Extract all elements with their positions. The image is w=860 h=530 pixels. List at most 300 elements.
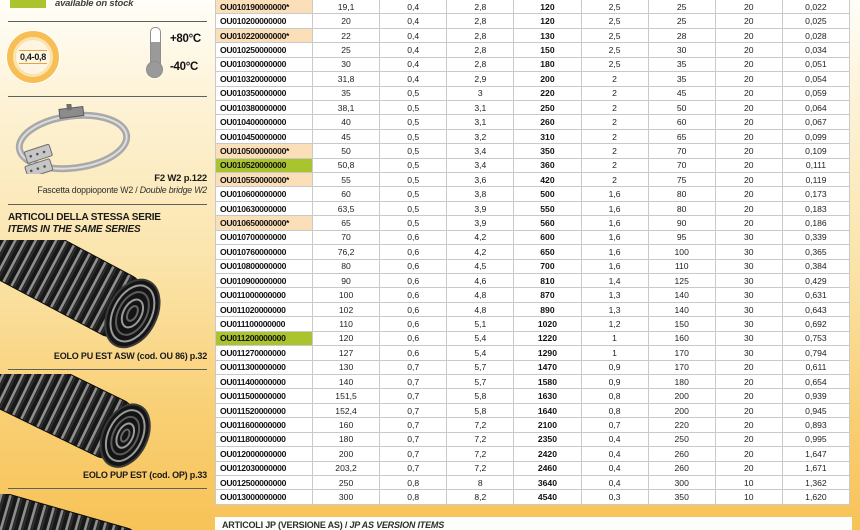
table-row [216,43,850,57]
product-code-cell: OU010500000000* [216,144,313,158]
value-cell: 0,173 [783,187,850,201]
value-cell: 80 [649,202,716,216]
value-cell: 300 [313,490,380,504]
value-cell: 10 [716,490,783,504]
value-cell: 90 [313,274,380,288]
product-code-cell: OU010900000000 [216,274,313,288]
value-cell: 0,7 [380,361,447,375]
value-cell: 180 [313,433,380,447]
value-cell: 50 [313,144,380,158]
table-row [216,476,850,490]
value-cell: 50 [649,101,716,115]
product-code-cell: OU011600000000 [216,418,313,432]
value-cell: 25 [313,43,380,57]
value-cell: 100 [313,288,380,302]
product-code-cell: OU010600000000 [216,187,313,201]
sidebar [0,0,215,530]
value-cell: 30 [716,332,783,346]
value-cell: 8 [447,476,514,490]
value-cell: 1,620 [783,490,850,504]
value-cell: 20 [716,433,783,447]
jp-section-title [222,520,444,530]
value-cell: 0,099 [783,130,850,144]
value-cell: 0,4 [380,43,447,57]
value-cell: 20 [716,29,783,43]
table-row [216,0,850,14]
table-row [216,101,850,115]
value-cell: 20 [716,0,783,14]
value-cell: 130 [514,29,581,43]
value-cell: 300 [649,476,716,490]
value-cell: 200 [649,404,716,418]
value-cell: 20 [716,418,783,432]
series-item-label: EOLO PUP EST (cod. OP) p.33 [83,470,207,480]
value-cell: 0,5 [380,173,447,187]
value-cell: 0,4 [582,433,649,447]
value-cell: 7,2 [447,433,514,447]
value-cell: 2 [582,144,649,158]
value-cell: 170 [649,361,716,375]
value-cell: 7,2 [447,418,514,432]
product-code-cell: OU011800000000 [216,433,313,447]
value-cell: 55 [313,173,380,187]
value-cell: 2,5 [582,0,649,14]
value-cell: 35 [649,72,716,86]
value-cell: 650 [514,245,581,259]
value-cell: 4,2 [447,245,514,259]
hose-image-eolo-pu-est-asw [0,240,209,352]
value-cell: 2 [582,115,649,129]
table-row [216,159,850,173]
product-code-cell: OU011520000000 [216,404,313,418]
value-cell: 30 [716,303,783,317]
value-cell: 20 [716,130,783,144]
value-cell: 180 [649,375,716,389]
value-cell: 2,5 [582,58,649,72]
table-row [216,447,850,461]
value-cell: 8,2 [447,490,514,504]
value-cell: 500 [514,187,581,201]
value-cell: 2100 [514,418,581,432]
value-cell: 0,111 [783,159,850,173]
value-cell: 45 [649,87,716,101]
divider [8,369,207,370]
value-cell: 0,109 [783,144,850,158]
value-cell: 10 [716,476,783,490]
product-code-cell: OU010550000000* [216,173,313,187]
value-cell: 1 [582,332,649,346]
value-cell: 0,8 [582,404,649,418]
value-cell: 0,365 [783,245,850,259]
temperature-min: -40°C [170,61,199,73]
value-cell: 140 [313,375,380,389]
product-code-cell: OU010450000000 [216,130,313,144]
value-cell: 45 [313,130,380,144]
table-row [216,375,850,389]
value-cell: 4540 [514,490,581,504]
value-cell: 1640 [514,404,581,418]
value-cell: 200 [514,72,581,86]
table-row [216,361,850,375]
table-row [216,490,850,504]
value-cell: 20 [716,389,783,403]
value-cell: 0,945 [783,404,850,418]
product-code-cell: OU011000000000 [216,288,313,302]
value-cell: 0,8 [380,476,447,490]
value-cell: 95 [649,231,716,245]
divider [8,488,207,489]
divider [8,96,207,97]
value-cell: 0,7 [582,418,649,432]
value-cell: 2 [582,130,649,144]
value-cell: 170 [649,346,716,360]
value-cell: 0,7 [380,433,447,447]
divider [8,204,207,205]
value-cell: 30 [716,317,783,331]
table-row [216,130,850,144]
value-cell: 2,5 [582,43,649,57]
value-cell: 120 [313,332,380,346]
pressure-badge-icon [7,31,59,83]
value-cell: 2 [582,101,649,115]
value-cell: 0,6 [380,332,447,346]
table-row [216,115,850,129]
value-cell: 102 [313,303,380,317]
series-item-label: EOLO PU EST ASW (cod. OU 86) p.32 [53,351,207,361]
value-cell: 4,8 [447,303,514,317]
value-cell: 870 [514,288,581,302]
hose-image-partial [0,494,209,530]
pressure-badge-value: 0,4-0,8 [20,52,46,62]
table-row [216,462,850,476]
table-row [216,173,850,187]
series-title-italian: ARTICOLI DELLA STESSA SERIE [8,212,161,223]
value-cell: 30 [716,260,783,274]
value-cell: 0,631 [783,288,850,302]
product-code-cell: OU012000000000 [216,447,313,461]
thermometer-bulb [146,61,163,78]
value-cell: 0,794 [783,346,850,360]
product-code-cell: OU010320000000 [216,72,313,86]
value-cell: 3,6 [447,173,514,187]
value-cell: 0,054 [783,72,850,86]
table-row [216,29,850,43]
value-cell: 150 [649,317,716,331]
value-cell: 0,753 [783,332,850,346]
value-cell: 4,8 [447,288,514,302]
value-cell: 20 [716,14,783,28]
value-cell: 260 [649,462,716,476]
value-cell: 0,939 [783,389,850,403]
value-cell: 30 [716,231,783,245]
value-cell: 1,4 [582,274,649,288]
value-cell: 420 [514,173,581,187]
value-cell: 1,6 [582,260,649,274]
value-cell: 0,034 [783,43,850,57]
value-cell: 20 [716,361,783,375]
value-cell: 20 [716,43,783,57]
value-cell: 0,4 [380,0,447,14]
value-cell: 110 [313,317,380,331]
value-cell: 35 [649,58,716,72]
table-row [216,187,850,201]
table-row [216,288,850,302]
table-row [216,346,850,360]
value-cell: 1290 [514,346,581,360]
value-cell: 1,6 [582,202,649,216]
value-cell: 20 [716,115,783,129]
value-cell: 220 [649,418,716,432]
value-cell: 1,671 [783,462,850,476]
value-cell: 1,6 [582,231,649,245]
table-row [216,389,850,403]
value-cell: 110 [649,260,716,274]
value-cell: 20 [716,173,783,187]
value-cell: 0,3 [582,490,649,504]
value-cell: 0,9 [582,361,649,375]
value-cell: 5,7 [447,361,514,375]
table-row [216,216,850,230]
product-code-cell: OU011500000000 [216,389,313,403]
value-cell: 1,2 [582,317,649,331]
value-cell: 2,8 [447,0,514,14]
value-cell: 2,8 [447,43,514,57]
jp-title-italian: ARTICOLI JP (VERSIONE AS) [222,520,343,530]
table-row [216,87,850,101]
product-code-cell: OU010800000000 [216,260,313,274]
value-cell: 70 [313,231,380,245]
value-cell: 50,8 [313,159,380,173]
product-code-cell: OU011200000000 [216,332,313,346]
value-cell: 1,647 [783,447,850,461]
value-cell: 0,5 [380,144,447,158]
value-cell: 38,1 [313,101,380,115]
value-cell: 30 [716,288,783,302]
value-cell: 80 [649,187,716,201]
value-cell: 80 [313,260,380,274]
value-cell: 127 [313,346,380,360]
value-cell: 0,4 [582,476,649,490]
value-cell: 1,6 [582,245,649,259]
jp-title-english: JP AS VERSION ITEMS [349,520,444,530]
value-cell: 1470 [514,361,581,375]
value-cell: 75 [649,173,716,187]
value-cell: 0,893 [783,418,850,432]
value-cell: 3,9 [447,216,514,230]
value-cell: 0,119 [783,173,850,187]
value-cell: 560 [514,216,581,230]
value-cell: 125 [649,274,716,288]
value-cell: 0,7 [380,404,447,418]
product-code-cell: OU011300000000 [216,361,313,375]
value-cell: 0,5 [380,115,447,129]
clamp-name-en: Double bridge W2 [139,185,207,195]
value-cell: 20 [716,216,783,230]
value-cell: 25 [649,14,716,28]
value-cell: 550 [514,202,581,216]
value-cell: 0,5 [380,202,447,216]
value-cell: 0,7 [380,418,447,432]
value-cell: 20 [716,159,783,173]
value-cell: 90 [649,216,716,230]
table-row [216,72,850,86]
value-cell: 2 [582,87,649,101]
value-cell: 2,8 [447,58,514,72]
value-cell: 260 [514,115,581,129]
value-cell: 3640 [514,476,581,490]
table-row [216,418,850,432]
value-cell: 70 [649,144,716,158]
value-cell: 76,2 [313,245,380,259]
value-cell: 140 [649,288,716,302]
value-cell: 0,6 [380,288,447,302]
stock-legend-label: available on stock [55,0,134,9]
value-cell: 3,9 [447,202,514,216]
value-cell: 3,4 [447,144,514,158]
value-cell: 180 [514,58,581,72]
value-cell: 1630 [514,389,581,403]
value-cell: 150 [514,43,581,57]
value-cell: 20 [716,404,783,418]
clamp-name-it: Fascetta doppioponte W2 [37,185,134,195]
value-cell: 2420 [514,447,581,461]
value-cell: 0,384 [783,260,850,274]
value-cell: 2,8 [447,29,514,43]
value-cell: 3,1 [447,101,514,115]
value-cell: 30 [313,58,380,72]
value-cell: 0,5 [380,159,447,173]
value-cell: 0,6 [380,317,447,331]
value-cell: 30 [716,245,783,259]
value-cell: 250 [649,433,716,447]
value-cell: 0,995 [783,433,850,447]
value-cell: 4,6 [447,274,514,288]
spec-table [215,0,850,505]
table-row [216,245,850,259]
value-cell: 0,4 [380,58,447,72]
value-cell: 19,1 [313,0,380,14]
value-cell: 22 [313,29,380,43]
value-cell: 200 [313,447,380,461]
product-code-cell: OU010190000000* [216,0,313,14]
product-code-cell: OU010650000000* [216,216,313,230]
value-cell: 3,2 [447,130,514,144]
value-cell: 31,8 [313,72,380,86]
stock-legend-swatch [10,0,46,8]
value-cell: 0,6 [380,260,447,274]
value-cell: 2,5 [582,14,649,28]
table-row [216,202,850,216]
value-cell: 0,7 [380,389,447,403]
value-cell: 20 [716,58,783,72]
value-cell: 0,429 [783,274,850,288]
product-code-cell: OU010760000000 [216,245,313,259]
value-cell: 140 [649,303,716,317]
value-cell: 0,611 [783,361,850,375]
value-cell: 3,4 [447,159,514,173]
value-cell: 2,5 [582,29,649,43]
value-cell: 160 [313,418,380,432]
value-cell: 1 [582,346,649,360]
value-cell: 203,2 [313,462,380,476]
table-row [216,144,850,158]
product-code-cell: OU011020000000 [216,303,313,317]
value-cell: 0,5 [380,101,447,115]
value-cell: 1,3 [582,303,649,317]
product-code-cell: OU010400000000 [216,115,313,129]
value-cell: 0,6 [380,245,447,259]
value-cell: 5,4 [447,332,514,346]
value-cell: 2 [582,159,649,173]
product-code-cell: OU010250000000 [216,43,313,57]
value-cell: 700 [514,260,581,274]
table-row [216,14,850,28]
value-cell: 0,7 [380,375,447,389]
value-cell: 0,064 [783,101,850,115]
product-code-cell: OU012500000000 [216,476,313,490]
product-code-cell: OU011270000000 [216,346,313,360]
value-cell: 151,5 [313,389,380,403]
value-cell: 1020 [514,317,581,331]
value-cell: 1,3 [582,288,649,302]
value-cell: 0,186 [783,216,850,230]
value-cell: 5,7 [447,375,514,389]
value-cell: 0,059 [783,87,850,101]
value-cell: 2,8 [447,14,514,28]
value-cell: 250 [313,476,380,490]
product-code-cell: OU011100000000 [216,317,313,331]
value-cell: 0,028 [783,29,850,43]
value-cell: 260 [649,447,716,461]
value-cell: 0,6 [380,346,447,360]
temperature-max: +80°C [170,33,201,45]
table-row [216,332,850,346]
value-cell: 1220 [514,332,581,346]
table-row [216,433,850,447]
value-cell: 63,5 [313,202,380,216]
jp-section-header [215,517,852,530]
value-cell: 0,6 [380,303,447,317]
clamp-name-separator: / [133,185,140,195]
value-cell: 20 [716,144,783,158]
value-cell: 1,6 [582,216,649,230]
value-cell: 0,692 [783,317,850,331]
value-cell: 0,067 [783,115,850,129]
value-cell: 20 [716,101,783,115]
value-cell: 5,4 [447,346,514,360]
value-cell: 0,8 [582,389,649,403]
product-code-cell: OU010380000000 [216,101,313,115]
value-cell: 0,5 [380,87,447,101]
value-cell: 0,5 [380,216,447,230]
product-code-cell: OU010700000000 [216,231,313,245]
value-cell: 0,4 [380,29,447,43]
value-cell: 5,8 [447,404,514,418]
value-cell: 1580 [514,375,581,389]
value-cell: 30 [716,346,783,360]
value-cell: 0,183 [783,202,850,216]
value-cell: 120 [514,0,581,14]
value-cell: 0,4 [582,447,649,461]
product-code-cell: OU013000000000 [216,490,313,504]
value-cell: 35 [313,87,380,101]
value-cell: 60 [313,187,380,201]
value-cell: 0,9 [582,375,649,389]
table-row [216,303,850,317]
value-cell: 20 [716,87,783,101]
value-cell: 2 [582,173,649,187]
value-cell: 0,4 [582,462,649,476]
